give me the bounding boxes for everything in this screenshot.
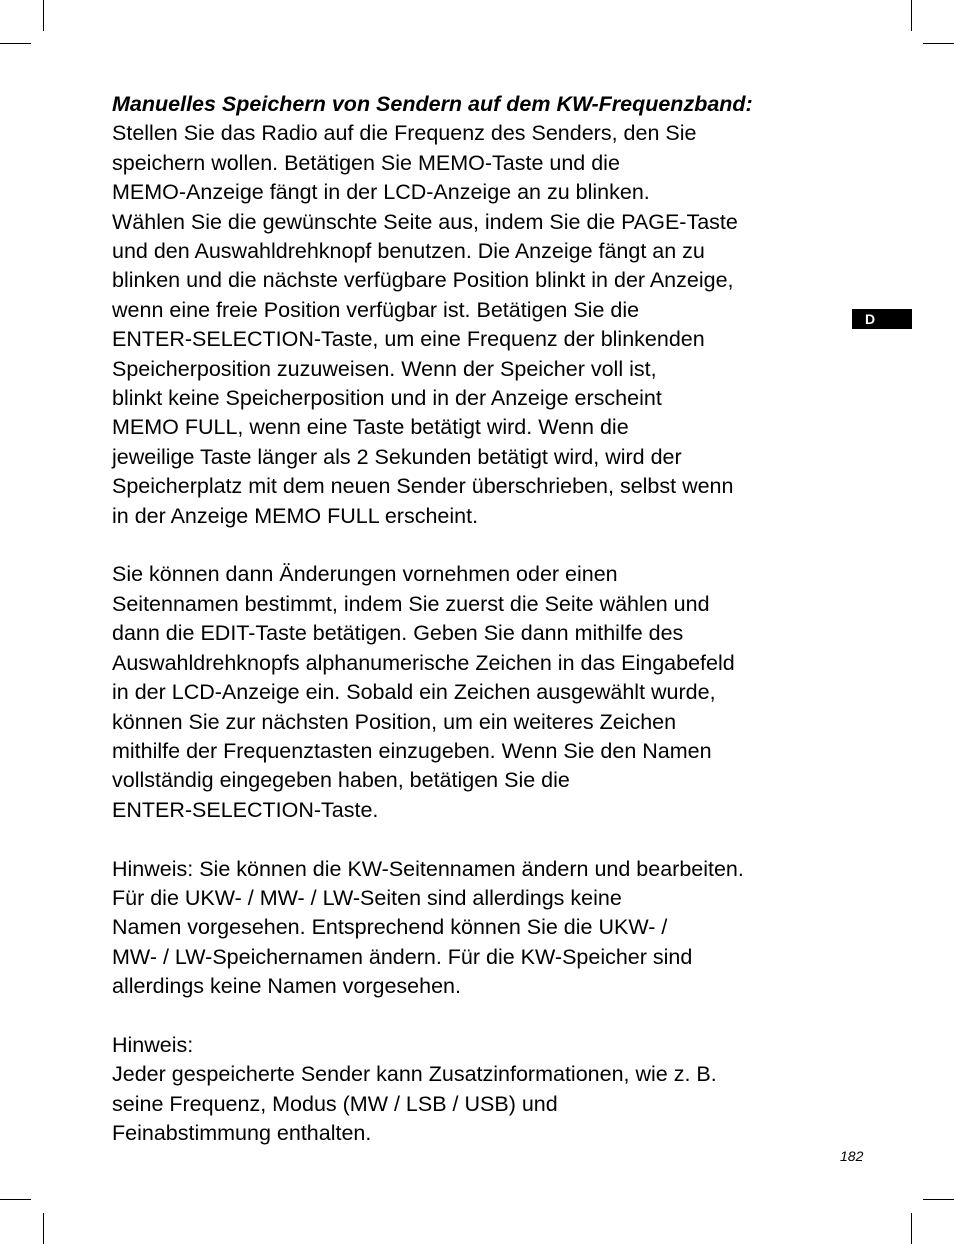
text-line: ENTER-SELECTION-Taste, um eine Frequenz der blinkenden xyxy=(112,327,705,352)
text-line: in der Anzeige MEMO FULL erscheint. xyxy=(112,503,479,528)
text-line: wenn eine freie Position verfügbar ist. Betätigen Sie die xyxy=(112,297,640,322)
text-line: in der LCD-Anzeige ein. Sobald ein Zeichen ausgewählt wurde, xyxy=(112,680,716,705)
text-line: Namen vorgesehen. Entsprechend können Sie die UKW- / xyxy=(112,915,668,940)
crop-mark xyxy=(923,43,954,44)
text-line: jeweilige Taste länger als 2 Sekunden betätigt wird, wird der xyxy=(112,444,682,469)
text-line: Für die UKW- / MW- / LW-Seiten sind allerdings keine xyxy=(112,885,622,910)
text-line: ENTER-SELECTION-Taste. xyxy=(112,797,379,822)
text-line: können Sie zur nächsten Position, um ein weiteres Zeichen xyxy=(112,709,677,734)
text-line: MEMO-Anzeige fängt in der LCD-Anzeige an zu blinken. xyxy=(112,180,650,205)
text-line: Hinweis: Sie können die KW-Seitennamen ändern und bearbeiten. xyxy=(112,856,744,881)
page-number: 182 xyxy=(840,1148,864,1164)
text-line: speichern wollen. Betätigen Sie MEMO-Taste und die xyxy=(112,150,620,175)
text-line: mithilfe der Frequenztasten einzugeben. Wenn Sie den Namen xyxy=(112,738,712,763)
text-line: Stellen Sie das Radio auf die Frequenz des Senders, den Sie xyxy=(112,121,697,146)
paragraph-spacer xyxy=(112,825,852,854)
text-line: dann die EDIT-Taste betätigen. Geben Sie dann mithilfe des xyxy=(112,621,684,646)
crop-mark xyxy=(43,1213,44,1244)
text-line: Sie können dann Änderungen vornehmen oder einen xyxy=(112,562,618,587)
text-line: Feinabstimmung enthalten. xyxy=(112,1121,372,1146)
text-line: Jeder gespeicherte Sender kann Zusatzinformationen, wie z. B. xyxy=(112,1062,717,1087)
text-line: MW- / LW-Speichernamen ändern. Für die KW-Speicher sind xyxy=(112,944,693,969)
paragraph-storing-stations xyxy=(112,119,852,531)
text-line: Auswahldrehknopfs alphanumerische Zeichen in das Eingabefeld xyxy=(112,650,735,675)
crop-mark xyxy=(923,1199,954,1200)
page-content xyxy=(112,90,852,1149)
text-line: Wählen Sie die gewünschte Seite aus, indem Sie die PAGE-Taste xyxy=(112,209,738,234)
crop-mark xyxy=(43,0,44,31)
paragraph-spacer xyxy=(112,1002,852,1031)
text-line: Seitennamen bestimmt, indem Sie zuerst die Seite wählen und xyxy=(112,591,710,616)
text-line: blinken und die nächste verfügbare Position blinkt in der Anzeige, xyxy=(112,268,734,293)
language-tab: D xyxy=(852,309,912,329)
text-line: Speicherplatz mit dem neuen Sender überschrieben, selbst wenn xyxy=(112,474,734,499)
text-line: Speicherposition zuzuweisen. Wenn der Speicher voll ist, xyxy=(112,356,657,381)
text-line: seine Frequenz, Modus (MW / LSB / USB) und xyxy=(112,1091,558,1116)
crop-mark xyxy=(0,43,31,44)
text-line: vollständig eingegeben haben, betätigen Sie die xyxy=(112,768,570,793)
crop-mark xyxy=(0,1199,31,1200)
text-line: Hinweis: xyxy=(112,1032,194,1057)
crop-mark xyxy=(911,0,912,31)
text-line: blinkt keine Speicherposition und in der Anzeige erscheint xyxy=(112,386,662,411)
crop-mark xyxy=(911,1213,912,1244)
text-line: und den Auswahldrehknopf benutzen. Die Anzeige fängt an zu xyxy=(112,239,705,264)
paragraph-spacer xyxy=(112,531,852,560)
paragraph-note-names xyxy=(112,855,852,1002)
paragraph-page-names xyxy=(112,560,852,825)
text-line: MEMO FULL, wenn eine Taste betätigt wird. Wenn die xyxy=(112,415,629,440)
paragraph-note-additional-info xyxy=(112,1031,852,1149)
section-heading: Manuelles Speichern von Sendern auf dem KW-Frequenzband: xyxy=(112,92,753,116)
text-line: allerdings keine Namen vorgesehen. xyxy=(112,974,461,999)
